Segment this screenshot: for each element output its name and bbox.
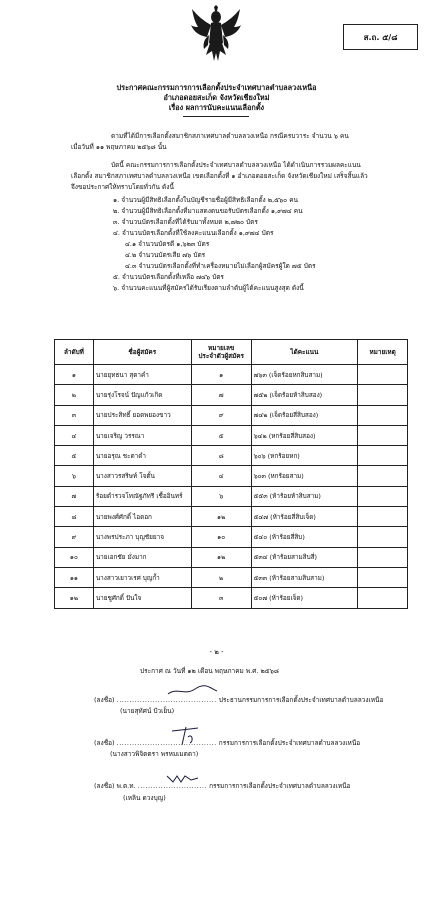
signature-dotted-line: ....................................... xyxy=(116,696,217,704)
cell-rank: ๖ xyxy=(55,466,94,486)
results-table xyxy=(54,339,408,609)
page-number: - ๒ - xyxy=(209,648,224,656)
signature-prefix: (ลงชื่อ) xyxy=(94,696,115,704)
signature-role: ประธานกรรมการการเลือกตั้งประจำเทศบาลตำบลลวงเหนือ xyxy=(218,696,384,704)
cell-candidate-number: ๑๒ xyxy=(191,547,251,567)
intro-line-4: เลือกตั้ง สมาชิกสภาเทศบาลตำบลลวงเหนือ เขตเลือกตั้งที่ ๑ อำเภอดอยสะเก็ด จังหวัดเชียงใหม่ เสร็จสิ้นแล้ว xyxy=(71,172,368,180)
intro-line-3: บัดนี้ คณะกรรมการการเลือกตั้งประจำเทศบาลตำบลลวงเหนือ ได้ดำเนินการรวมผลคะแนน xyxy=(111,161,361,169)
cell-votes: ๕๓๔ (ห้าร้อยสามสิบสี่) xyxy=(251,547,358,567)
header-line-2: อำเภอดอยสะเก็ด จังหวัดเชียงใหม่ xyxy=(163,93,270,102)
signature-dotted-line: ........................... xyxy=(137,782,207,790)
cell-votes: ๕๔๐ (ห้าร้อยสี่สิบ) xyxy=(251,527,358,547)
cell-remarks xyxy=(358,486,408,506)
cell-rank: ๗ xyxy=(55,486,94,506)
cell-votes: ๖๔๒ (หกร้อยสี่สิบสอง) xyxy=(251,425,358,445)
cell-candidate-number: ๑๐ xyxy=(191,527,251,547)
signatory-name-2: (นางสาวพิจิตตรา พรหมเมตตา) xyxy=(110,750,199,758)
cell-rank: ๓ xyxy=(55,405,94,425)
intro-line-5: จึงขอประกาศให้ทราบโดยทั่วกัน ดังนี้ xyxy=(71,183,174,191)
cell-candidate-name: นายพงศ์ศักดิ์ ไอดอก xyxy=(93,507,191,527)
header-number-line-1: หมายเลข xyxy=(208,344,235,352)
item-6: ๖. จำนวนคะแนนที่ผู้สมัครได้รับเรียงตามลำดับผู้ได้คะแนนสูงสุด ดังนี้ xyxy=(113,284,304,292)
table-row xyxy=(55,385,408,405)
cell-votes: ๕๓๓ (ห้าร้อยสามสิบสาม) xyxy=(251,567,358,587)
cell-rank: ๑๒ xyxy=(55,588,94,608)
header-votes: ได้คะแนน xyxy=(251,340,358,365)
table-row xyxy=(55,507,408,527)
cell-remarks xyxy=(358,405,408,425)
signatory-name-3: (เหลิน ดวงบุญ) xyxy=(123,794,166,802)
cell-candidate-number: ๔ xyxy=(191,466,251,486)
item-3: ๓. จำนวนบัตรเลือกตั้งที่ได้รับมาทั้งหมด ๒,๗๒๐ บัตร xyxy=(113,218,258,226)
cell-votes: ๗๔๒ (เจ็ดร้อยสี่สิบสอง) xyxy=(251,405,358,425)
cell-remarks xyxy=(358,527,408,547)
cell-candidate-name: นายเจริญ วรรณา xyxy=(93,425,191,445)
cell-remarks xyxy=(358,547,408,567)
cell-remarks xyxy=(358,365,408,385)
cell-votes: ๕๔๗ (ห้าร้อยสี่สิบเจ็ด) xyxy=(251,507,358,527)
table-row xyxy=(55,527,408,547)
cell-candidate-name: นางสาวรสริษท์ โจตั้น xyxy=(93,466,191,486)
signature-block-1 xyxy=(94,695,383,705)
cell-rank: ๕ xyxy=(55,446,94,466)
cell-candidate-name: นายเอกชัย มั่งมาก xyxy=(93,547,191,567)
cell-votes: ๖๐๓ (หกร้อยสาม) xyxy=(251,466,358,486)
cell-remarks xyxy=(358,507,408,527)
table-header-row xyxy=(55,340,408,365)
cell-candidate-number: ๙ xyxy=(191,405,251,425)
item-4-1: ๔.๑ จำนวนบัตรดี ๑,๖๒๓ บัตร xyxy=(125,240,210,248)
table-row xyxy=(55,466,408,486)
handwritten-signature-2 xyxy=(168,723,208,747)
cell-candidate-number: ๗ xyxy=(191,385,251,405)
item-4-3: ๔.๓ จำนวนบัตรเลือกตั้งที่ทำเครื่องหมายไม่เลือกผู้สมัครผู้ใด ๗๕ บัตร xyxy=(125,262,316,270)
item-4-2: ๔.๒ จำนวนบัตรเสีย ๗๖ บัตร xyxy=(125,251,206,259)
table-row xyxy=(55,365,408,385)
cell-remarks xyxy=(358,446,408,466)
header-candidate-name: ชื่อผู้สมัคร xyxy=(93,340,191,365)
announcement-date: ประกาศ ณ วันที่ ๑๒ เดือน พฤษภาคม พ.ศ. ๒๕๖๘ xyxy=(140,667,279,675)
cell-candidate-number: ๑๒ xyxy=(191,507,251,527)
cell-candidate-number: ๕ xyxy=(191,425,251,445)
signature-prefix: (ลงชื่อ) พ.ต.ท. xyxy=(94,782,136,790)
header-rank: ลำดับที่ xyxy=(55,340,94,365)
cell-candidate-name: นายยุทธนา สุตาคำ xyxy=(93,365,191,385)
table-row xyxy=(55,486,408,506)
cell-candidate-name: นางพรประภา บุญชัยยาจ xyxy=(93,527,191,547)
cell-votes: ๕๕๓ (ห้าร้อยห้าสิบสาม) xyxy=(251,486,358,506)
cell-candidate-name: นายอรุณ ชะตาดำ xyxy=(93,446,191,466)
signature-block-3 xyxy=(94,781,350,791)
document-page-2 xyxy=(0,640,433,900)
cell-votes: ๗๕๒ (เจ็ดร้อยห้าสิบสอง) xyxy=(251,385,358,405)
cell-rank: ๒ xyxy=(55,385,94,405)
cell-candidate-number: ๘ xyxy=(191,446,251,466)
form-code-box: ส.ถ. ๕/๘ xyxy=(343,24,418,50)
cell-remarks xyxy=(358,385,408,405)
cell-rank: ๔ xyxy=(55,425,94,445)
cell-remarks xyxy=(358,588,408,608)
cell-candidate-number: ๓ xyxy=(191,588,251,608)
cell-candidate-name: นางสาวเยาวเรศ บุญก้ำ xyxy=(93,567,191,587)
signature-role: กรรมการการเลือกตั้งประจำเทศบาลตำบลลวงเหนือ xyxy=(218,739,361,747)
signature-role: กรรมการการเลือกตั้งประจำเทศบาลตำบลลวงเหนือ xyxy=(209,782,351,790)
table-row xyxy=(55,425,408,445)
cell-votes: ๗๖๓ (เจ็ดร้อยหกสิบสาม) xyxy=(251,365,358,385)
table-row xyxy=(55,446,408,466)
cell-candidate-name: นายประสิทธิ์ ยอดพยองขาว xyxy=(93,405,191,425)
header-number-line-2: ประจำตัวผู้สมัคร xyxy=(198,352,244,360)
cell-remarks xyxy=(358,466,408,486)
cell-rank: ๑๐ xyxy=(55,547,94,567)
cell-remarks xyxy=(358,567,408,587)
cell-candidate-name: นายรุ่งโรจน์ ปัญแก้วเกิด xyxy=(93,385,191,405)
header-candidate-number xyxy=(191,340,251,365)
handwritten-signature-1 xyxy=(165,684,220,698)
cell-candidate-number: ๖ xyxy=(191,486,251,506)
header-rule xyxy=(183,116,249,117)
signature-prefix: (ลงชื่อ) xyxy=(94,739,115,747)
intro-line-1: ตามที่ได้มีการเลือกตั้งสมาชิกสภาเทศบาลตำบลลวงเหนือ กรณีครบวาระ จำนวน ๖ คน xyxy=(111,132,349,140)
cell-rank: ๘ xyxy=(55,507,94,527)
table-row xyxy=(55,405,408,425)
cell-votes: ๖๐๖ (หกร้อยหก) xyxy=(251,446,358,466)
page-gap xyxy=(0,628,433,640)
signature-dotted-line: ....................................... xyxy=(116,739,217,747)
cell-candidate-number: ๒ xyxy=(191,567,251,587)
cell-rank: ๙ xyxy=(55,527,94,547)
item-2: ๒. จำนวนผู้มีสิทธิเลือกตั้งที่มาแสดงตนขอรับบัตรเลือกตั้ง ๑,๙๗๔ คน xyxy=(113,207,303,215)
header-line-1: ประกาศคณะกรรมการการเลือกตั้งประจำเทศบาลตำบลลวงเหนือ xyxy=(116,83,317,92)
cell-rank: ๑๑ xyxy=(55,567,94,587)
cell-candidate-name: ร้อยตำรวจโทณัฐภัทรี เชื้ออินทร์ xyxy=(93,486,191,506)
garuda-emblem-icon xyxy=(190,5,242,63)
item-4: ๔. จำนวนบัตรเลือกตั้งที่ใช้ลงคะแนนเลือกตั้ง ๑,๙๗๔ บัตร xyxy=(113,229,274,237)
signature-block-2 xyxy=(94,738,360,748)
header-line-3: เรื่อง ผลการนับคะแนนเลือกตั้ง xyxy=(168,103,265,112)
item-5: ๕. จำนวนบัตรเลือกตั้งที่เหลือ ๗๔๖ บัตร xyxy=(113,273,224,281)
cell-rank: ๑ xyxy=(55,365,94,385)
signatory-name-1: (นายสุทัศน์ ปัวเย็น) xyxy=(120,707,175,715)
cell-remarks xyxy=(358,425,408,445)
table-row xyxy=(55,547,408,567)
table-row xyxy=(55,567,408,587)
cell-votes: ๕๐๗ (ห้าร้อยเจ็ด) xyxy=(251,588,358,608)
handwritten-signature-3 xyxy=(165,772,201,784)
item-1: ๑. จำนวนผู้มีสิทธิเลือกตั้งในบัญชีรายชื่อผู้มีสิทธิเลือกตั้ง ๒,๕๖๐ คน xyxy=(113,196,299,204)
cell-candidate-name: นายชูศักดิ์ ปันใจ xyxy=(93,588,191,608)
table-row xyxy=(55,588,408,608)
cell-candidate-number: ๑ xyxy=(191,365,251,385)
header-remarks: หมายเหตุ xyxy=(358,340,408,365)
intro-line-2: เมื่อวันที่ ๑๑ พฤษภาคม ๒๕๖๘ นั้น xyxy=(71,143,167,151)
